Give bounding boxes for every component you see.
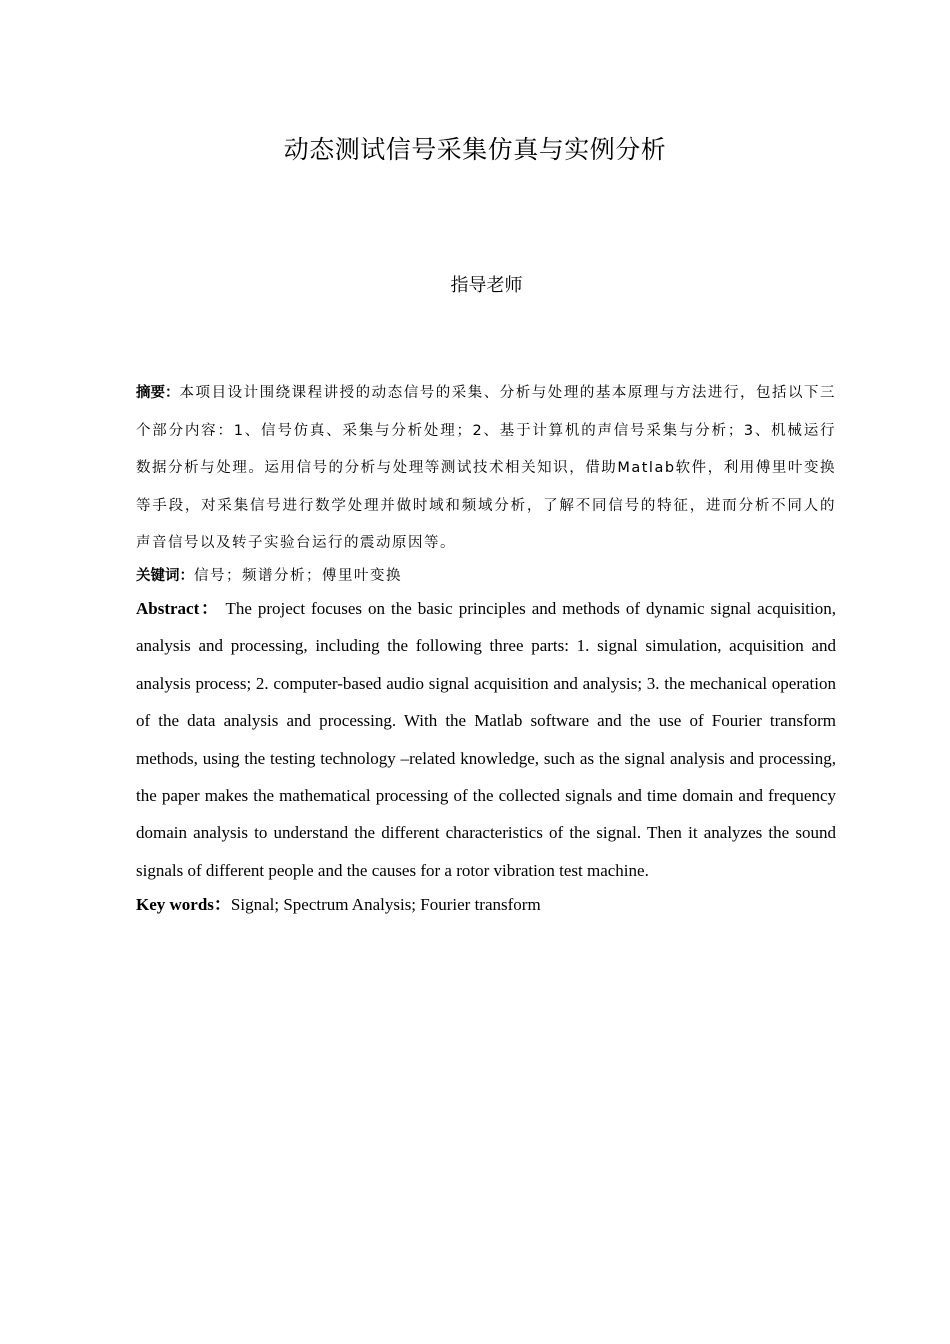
chinese-keywords-text: 信号；频谱分析；傅里叶变换 [194,568,402,584]
chinese-keywords [136,559,836,593]
chinese-keywords-label: 关键词： [136,568,194,584]
chinese-abstract-label: 摘要： [136,385,180,401]
english-abstract-label: Abstract： [136,599,220,618]
english-keywords [136,888,836,922]
chinese-abstract [136,375,836,563]
english-keywords-label: Key words： [136,895,231,914]
english-keywords-text: Signal; Spectrum Analysis; Fourier transform [230,895,541,914]
advisor-label: 指导老师 [450,275,523,296]
english-abstract-text: The project focuses on the basic principles and methods of dynamic signal acquisition, analysis and processing, including the following three parts: 1. signal simulation, acquisition and analysis process; 2. computer-based audio signal acquisition and analysis; 3. the mechanical operation of the data analysis and processing. With the Matlab software and the use of Fourier transform methods, using the testing technology –related knowledge, such as the signal analysis and processing, the paper makes the mathematical processing of the collected signals and time domain and frequency domain analysis to understand the different characteristics of the signal. Then it analyzes the sound signals of different people and the causes for a rotor vibration test machine. [136,599,836,880]
english-abstract [136,590,836,889]
paper-title: 动态测试信号采集仿真与实例分析 [283,135,667,164]
chinese-abstract-text: 本项目设计围绕课程讲授的动态信号的采集、分析与处理的基本原理与方法进行，包括以下三个部分内容：1、信号仿真、采集与分析处理；2、基于计算机的声信号采集与分析；3、机械运行数据分析与处理。运用信号的分析与处理等测试技术相关知识，借助Matlab软件，利用傅里叶变换等手段，对采集信号进行数学处理并做时域和频域分析，了解不同信号的特征，进而分析不同人的声音信号以及转子实验台运行的震动原因等。 [136,385,837,551]
